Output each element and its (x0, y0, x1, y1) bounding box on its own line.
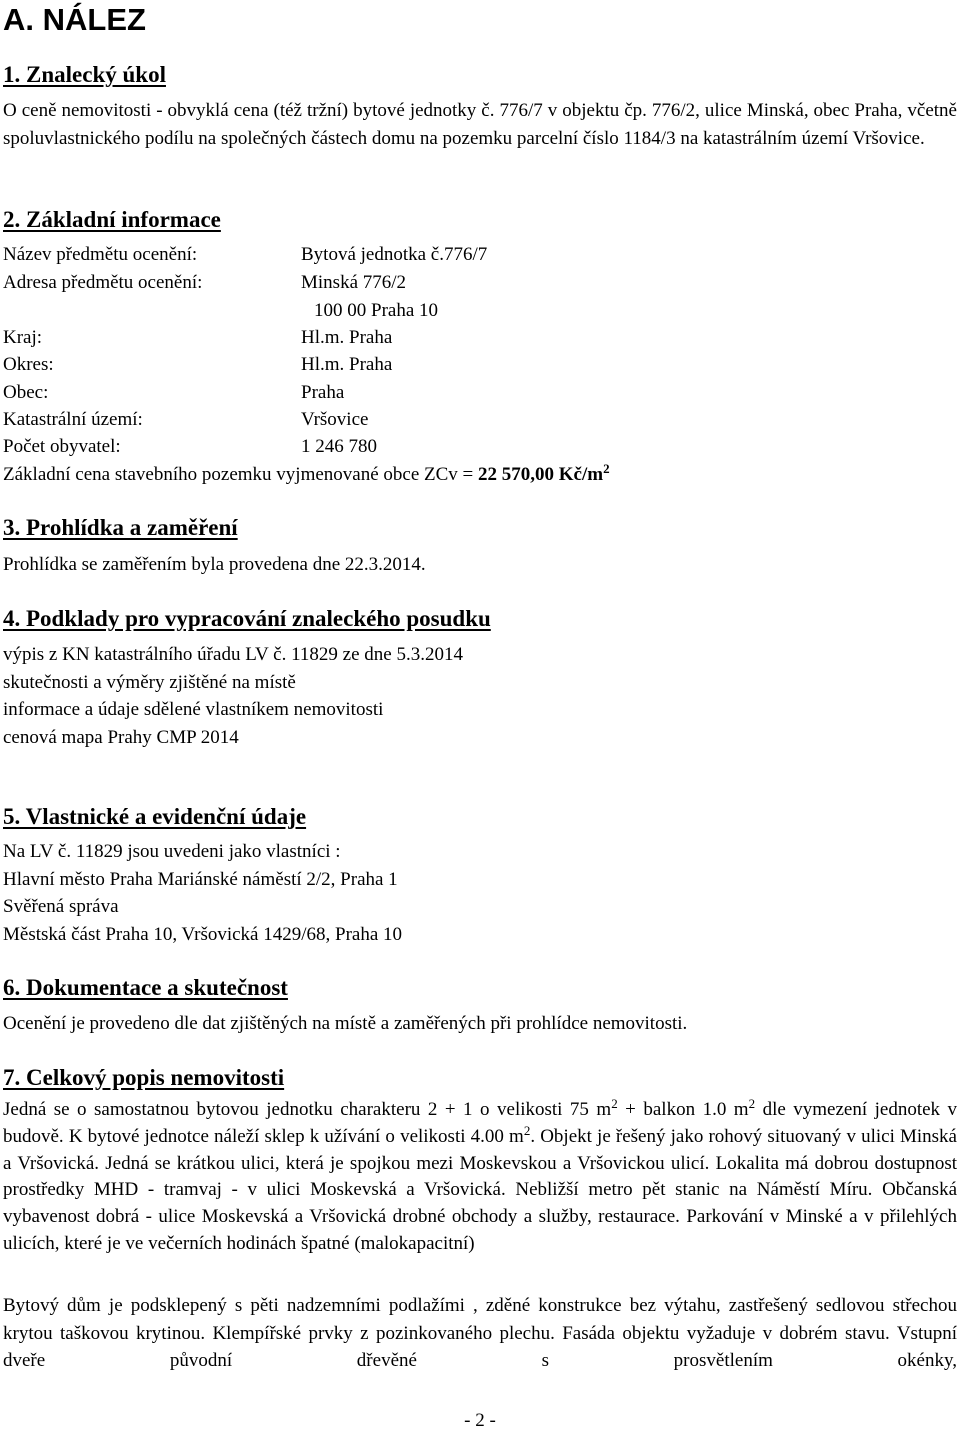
base-price-value: 22 570,00 Kč/m (478, 464, 604, 485)
description-paragraph-1 (3, 1097, 957, 1258)
base-price-line (3, 461, 957, 489)
info-label: Adresa předmětu ocenění: (3, 272, 203, 293)
page-number: - 2 - (464, 1410, 496, 1431)
area-unit-sup: 2 (523, 1122, 531, 1138)
ownership-line: Městská část Praha 10, Vršovická 1429/68, Praha 10 (3, 923, 403, 945)
list-item: výpis z KN katastrálního úřadu LV č. 11829 ze dne 5.3.2014 (3, 644, 463, 665)
info-value: Praha (301, 382, 345, 403)
ownership-line: Svěřená správa (3, 896, 119, 917)
info-value: Minská 776/2 (301, 272, 407, 293)
ownership-line: Hlavní město Praha Mariánské náměstí 2/2, Praha 1 (3, 868, 398, 890)
info-value: 1 246 780 (301, 436, 377, 457)
section-heading-4: 4. Podklady pro vypracování znaleckého posudku (3, 606, 491, 631)
list-item: skutečnosti a výměry zjištěné na místě (3, 671, 296, 693)
info-label: Název předmětu ocenění: (3, 244, 198, 265)
section-heading-6: 6. Dokumentace a skutečnost (3, 975, 288, 1000)
info-value: Vršovice (301, 409, 369, 430)
info-value: Bytová jednotka č.776/7 (301, 244, 488, 265)
base-price-label: Základní cena stavebního pozemku vyjmenované obce ZCv = (3, 464, 479, 485)
description-text: Jedná se o samostatnou bytovou jednotku charakteru 2 + 1 o velikosti 75 m (3, 1099, 612, 1120)
ownership-block (3, 838, 957, 948)
document-title: A. NÁLEZ (3, 2, 146, 37)
base-price-unit-sup: 2 (603, 461, 610, 476)
info-label: Kraj: (3, 327, 43, 348)
sources-list (3, 641, 957, 751)
info-value: Hl.m. Praha (301, 327, 393, 348)
description-text: dle vymezení jednotek v budově. K bytové jednotce náleží sklep k užívání o velikosti 4.00 m (3, 1099, 958, 1147)
list-item: informace a údaje sdělené vlastníkem nemovitosti (3, 699, 384, 720)
info-label: Počet obyvatel: (3, 436, 121, 457)
info-value: Hl.m. Praha (301, 354, 393, 375)
info-label: Obec: (3, 382, 49, 403)
section-heading-1: 1. Znalecký úkol (3, 62, 166, 87)
area-unit-sup: 2 (748, 1096, 756, 1111)
list-item: cenová mapa Prahy CMP 2014 (3, 726, 239, 748)
area-unit-sup: 2 (611, 1096, 618, 1111)
section-6-text: Ocenění je provedeno dle dat zjištěných na místě a zaměřených při prohlídce nemovitosti. (3, 1013, 688, 1034)
info-value: 100 00 Praha 10 (314, 300, 439, 321)
description-paragraph-2: Bytový dům je podsklepený s pěti nadzemními podlažími , zděné konstrukce bez výtahu, zastřešený sedlovou střechou krytou taškovou krytinou. Klempířské prvky z pozinkovaného plechu. Fasáda objektu vyžaduje v dobrém stavu. Vstupní dveře původní dřevěné s prosvětlením okénky, (3, 1295, 957, 1372)
description-text: . Objekt je řešený jako rohový situovaný v ulici Minská a Vršovická. Jedná se krátkou ulici, která je spojkou mezi Moskevskou a Vršovickou ulicí. Lokalita má dobrou dostupnost prostředky MHD - tramvaj - v ulici Moskevská a Vršovická. Nebližší metro pět stanic na Náměstí Míru. Občanská vybavenost dobrá - ulice Moskevská a Vršovická drobné obchody a služby, restaurace. Parkování v Minské a v přilehlých ulicích, které je ve večerních hodinách špatné (malokapacitní) (3, 1125, 957, 1254)
section-heading-2: 2. Základní informace (3, 207, 221, 232)
info-label: Okres: (3, 354, 54, 375)
section-3-text: Prohlídka se zaměřením byla provedena dne 22.3.2014. (3, 554, 426, 575)
description-text: + balkon 1.0 m (617, 1099, 749, 1120)
section-1-text: O ceně nemovitosti - obvyklá cena (též tržní) bytové jednotky č. 776/7 v objektu čp. 776/2, ulice Minská, obec Praha, včetně spoluvlastnického podílu na společných částech domu na pozemku parcelní číslo 1184/3 na katastrálním území Vršovice. (3, 100, 957, 149)
section-heading-3: 3. Prohlídka a zaměření (3, 515, 238, 540)
section-heading-5: 5. Vlastnické a evidenční údaje (3, 804, 307, 829)
ownership-line: Na LV č. 11829 jsou uvedeni jako vlastníci : (3, 841, 341, 862)
section-heading-7: 7. Celkový popis nemovitosti (3, 1065, 285, 1090)
info-label: Katastrální území: (3, 409, 143, 430)
